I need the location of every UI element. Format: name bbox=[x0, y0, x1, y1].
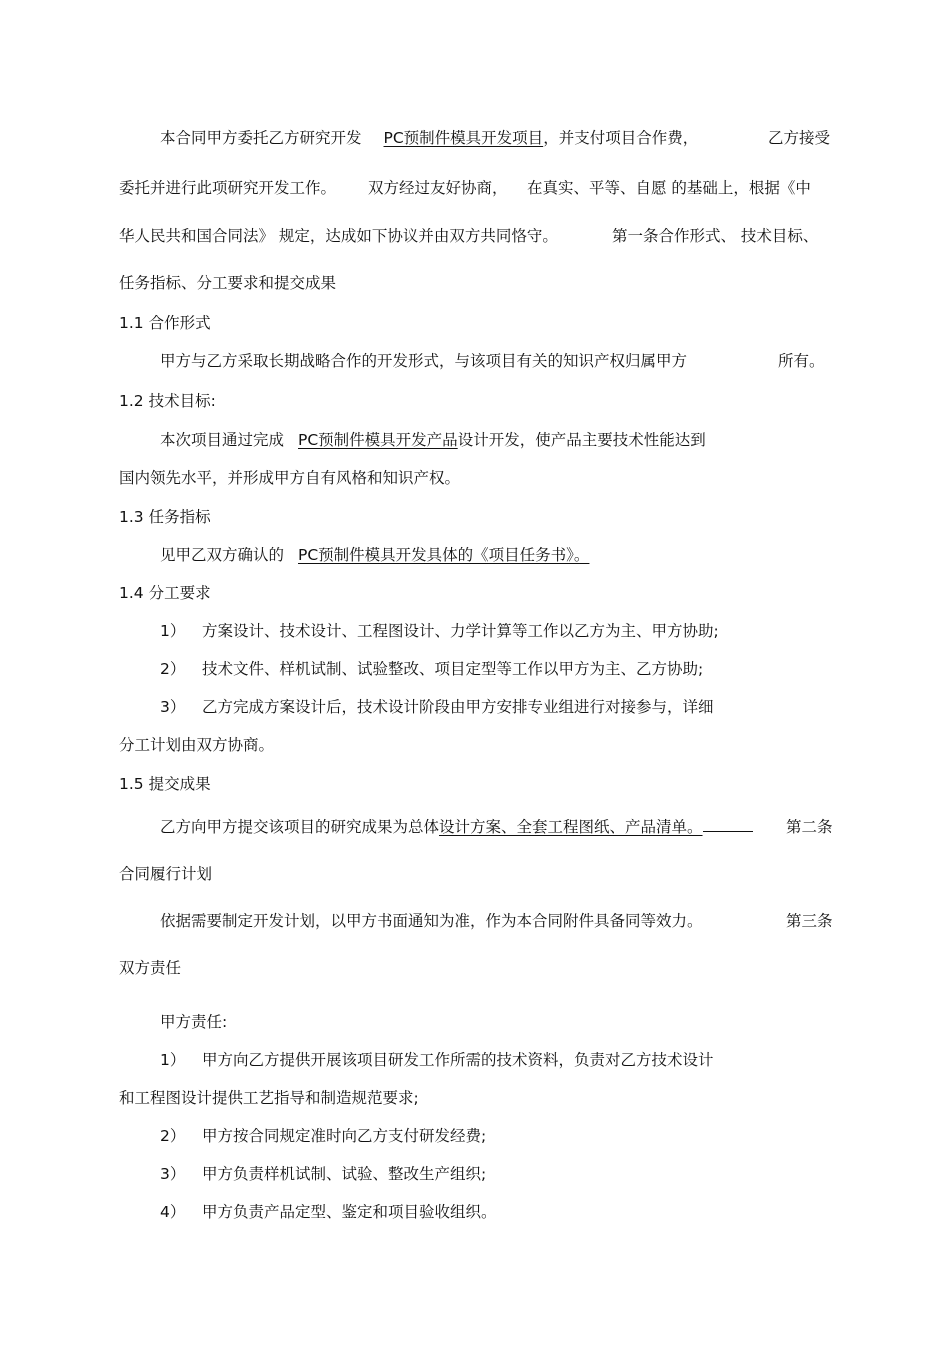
section-1-2-line-2: 国内领先水平，并形成甲方自有风格和知识产权。 bbox=[119, 469, 461, 487]
article-three-label: 第三条 bbox=[786, 912, 833, 930]
section-1-1-text: 甲方与乙方采取长期战略合作的开发形式，与该项目有关的知识产权归属甲方 bbox=[160, 352, 688, 370]
intro-line-3a: 华人民共和国合同法》 规定，达成如下协议并由双方共同恪守。 bbox=[119, 227, 558, 245]
intro-line-2b: 双方经过友好协商， bbox=[368, 179, 508, 197]
section-1-3-text: 见甲乙双方确认的 bbox=[160, 546, 285, 564]
list-item-number: 2） bbox=[160, 660, 186, 678]
section-1-2-text: 设计开发 bbox=[457, 431, 520, 449]
list-item-number: 2） bbox=[160, 1127, 186, 1145]
section-1-2-text: ，使产品主要技术性能达到 bbox=[519, 431, 706, 449]
section-1-2-text: 本次项目通过完成 bbox=[160, 431, 285, 449]
section-heading-1-4: 1.4 分工要求 bbox=[119, 584, 211, 602]
section-1-5-line bbox=[160, 817, 753, 837]
section-1-1-text-end: 所有。 bbox=[778, 352, 825, 370]
task-document-link: PC预制件模具开发具体的《项目任务书》。 bbox=[298, 546, 590, 564]
party-a-heading: 甲方责任: bbox=[160, 1013, 228, 1031]
intro-line-4: 任务指标、分工要求和提交成果 bbox=[119, 274, 337, 292]
intro-text: ，并支付项目合作费， bbox=[543, 129, 699, 147]
article-two-title: 合同履行计划 bbox=[119, 865, 213, 883]
intro-text: 本合同甲方委托乙方研究开发 bbox=[160, 129, 362, 147]
list-item-text: 技术文件、样机试制、试验整改、项目定型等工作以甲方为主、乙方协助; bbox=[202, 660, 704, 678]
deliverables-text: 设计方案、全套工程图纸、产品清单。 bbox=[439, 818, 703, 836]
section-heading-1-2: 1.2 技术目标: bbox=[119, 392, 216, 410]
section-1-5-text: 乙方向甲方提交该项目的研究成果为总体 bbox=[160, 818, 440, 836]
list-item-number: 3） bbox=[160, 1165, 186, 1183]
list-item-text: 甲方负责产品定型、鉴定和项目验收组织。 bbox=[202, 1203, 497, 1221]
project-product-name: PC预制件模具开发产品 bbox=[298, 431, 458, 449]
section-1-2-line-1 bbox=[160, 430, 706, 450]
intro-line-1 bbox=[160, 128, 698, 148]
intro-line-2a: 委托并进行此项研究开发工作。 bbox=[119, 179, 337, 197]
list-item-text: 甲方按合同规定准时向乙方支付研发经费; bbox=[202, 1127, 487, 1145]
article-two-label: 第二条 bbox=[786, 818, 833, 836]
section-heading-1-1: 1.1 合作形式 bbox=[119, 314, 211, 332]
intro-line-3b: 第一条合作形式、 技术目标、 bbox=[612, 227, 819, 245]
list-item-number: 3） bbox=[160, 698, 186, 716]
intro-line-2c: 在真实、平等、自愿 的基础上，根据《中 bbox=[527, 179, 811, 197]
list-item-number: 1） bbox=[160, 1051, 186, 1069]
list-item-continuation: 分工计划由双方协商。 bbox=[119, 736, 275, 754]
article-three-title: 双方责任 bbox=[119, 959, 182, 977]
list-item-text: 方案设计、技术设计、工程图设计、力学计算等工作以乙方为主、甲方协助; bbox=[202, 622, 719, 640]
plan-text: 依据需要制定开发计划，以甲方书面通知为准，作为本合同附件具备同等效力。 bbox=[160, 912, 703, 930]
project-name: PC预制件模具开发项目 bbox=[383, 129, 544, 147]
list-item-continuation: 和工程图设计提供工艺指导和制造规范要求; bbox=[119, 1089, 419, 1107]
list-item-text: 乙方完成方案设计后，技术设计阶段由甲方安排专业组进行对接参与，详细 bbox=[202, 698, 714, 716]
list-item-text: 甲方向乙方提供开展该项目研发工作所需的技术资料，负责对乙方技术设计 bbox=[202, 1051, 714, 1069]
section-1-3-line bbox=[160, 545, 589, 565]
intro-line-1-end: 乙方接受 bbox=[768, 129, 831, 147]
underline-blank bbox=[703, 817, 753, 832]
list-item-number: 4） bbox=[160, 1203, 186, 1221]
list-item-number: 1） bbox=[160, 622, 186, 640]
section-heading-1-3: 1.3 任务指标 bbox=[119, 508, 211, 526]
list-item-text: 甲方负责样机试制、试验、整改生产组织; bbox=[202, 1165, 487, 1183]
section-heading-1-5: 1.5 提交成果 bbox=[119, 775, 211, 793]
